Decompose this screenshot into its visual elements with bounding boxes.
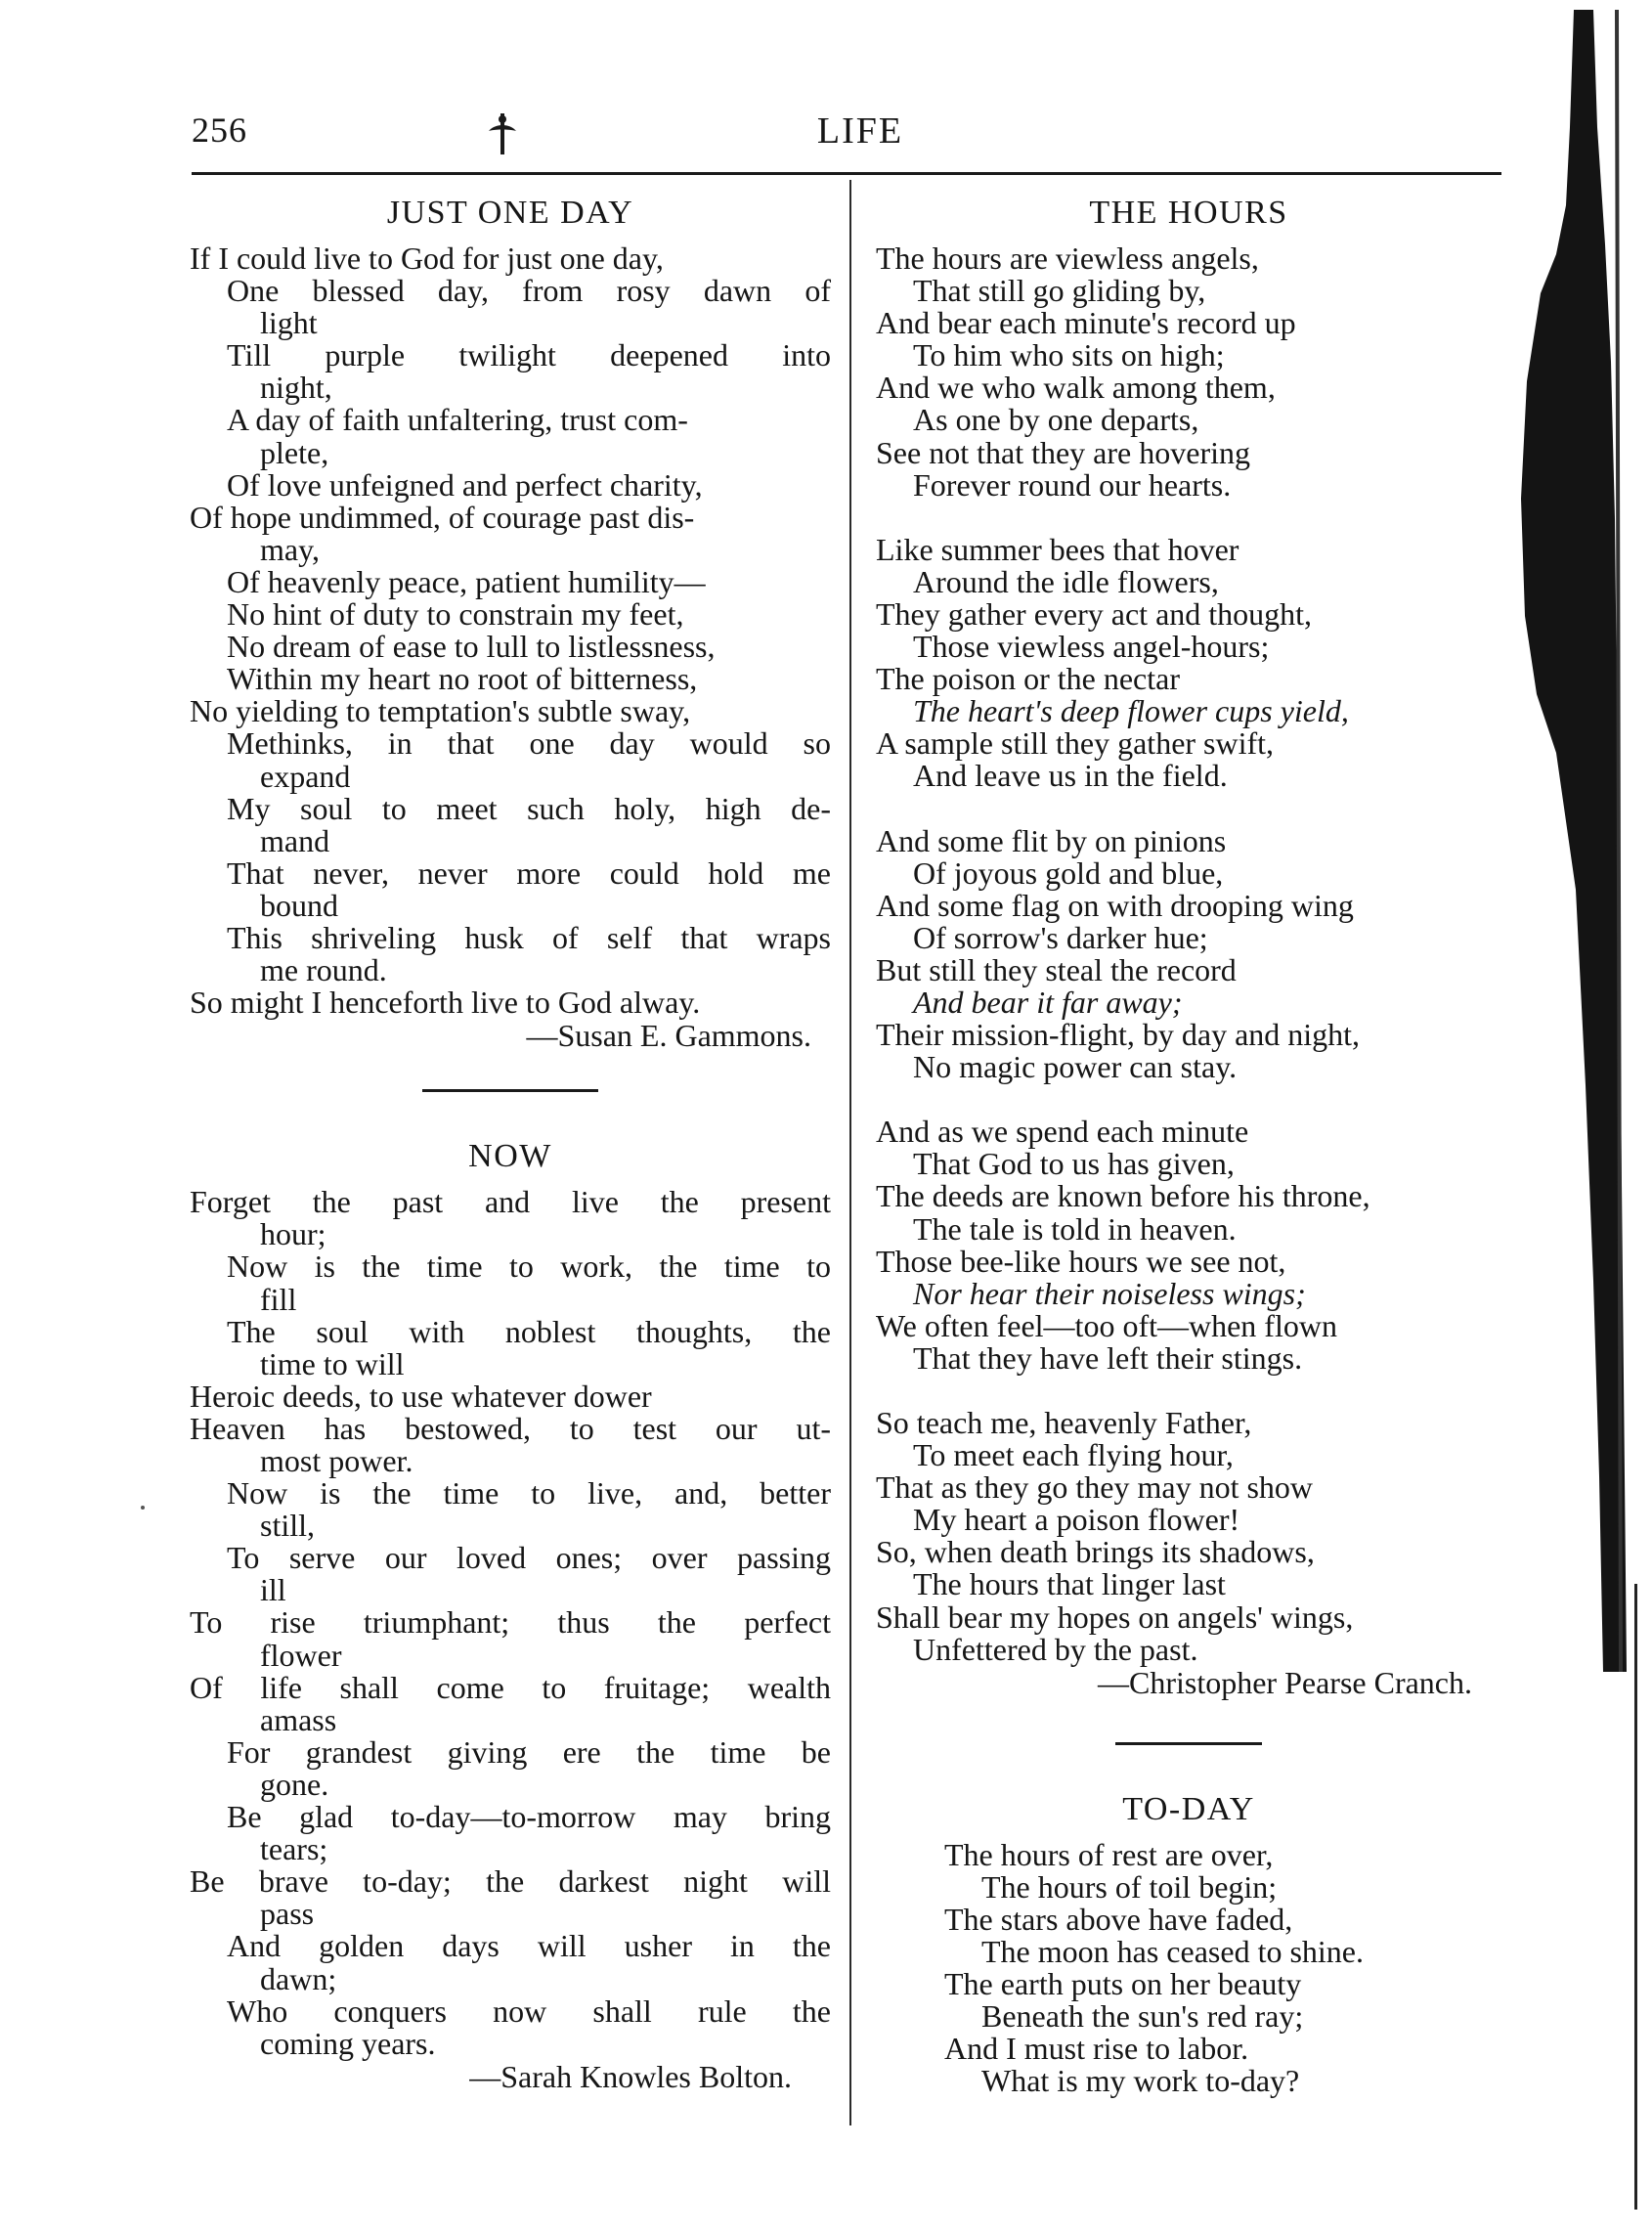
poem-line: We often feel—too oft—when flown — [876, 1307, 1337, 1343]
poem-line: Shall bear my hopes on angels' wings, — [876, 1599, 1354, 1635]
poem-line: One blessed day, from rosy dawn of — [227, 273, 831, 309]
poem-line: Of heavenly peace, patient humility— — [227, 563, 706, 599]
poem-line: That still go gliding by, — [913, 273, 1206, 309]
poem-line: To rise triumphant; thus the perfect — [190, 1604, 831, 1641]
poem-line: Beneath the sun's red ray; — [981, 1998, 1304, 2035]
poem-line: Now is the time to work, the time to — [227, 1248, 831, 1285]
poem-line: Who conquers now shall rule the — [227, 1993, 831, 2029]
scan-speck — [141, 1506, 145, 1510]
poem-line: hour; — [260, 1216, 326, 1252]
poem-line: That never, never more could hold me — [227, 854, 831, 891]
poem-line: The tale is told in heaven. — [913, 1210, 1237, 1247]
poem-line: To meet each flying hour, — [913, 1437, 1234, 1473]
poem-title: THE HOURS — [1089, 195, 1288, 231]
poem-line: Nor hear their noiseless wings; — [913, 1275, 1306, 1311]
poem-attribution: —Christopher Pearse Cranch. — [1097, 1664, 1472, 1700]
poem-line: The poison or the nectar — [876, 661, 1180, 697]
poem-line: time to will — [260, 1345, 405, 1381]
poem-line: Around the idle flowers, — [913, 563, 1219, 599]
poem-line: To serve our loved ones; over passing — [227, 1540, 831, 1576]
poem-line: Be glad to-day—to-morrow may bring — [227, 1799, 831, 1835]
column-divider — [849, 180, 851, 2125]
poem-line: The hours are viewless angels, — [876, 241, 1259, 276]
poem-line: The deeds are known before his throne, — [876, 1178, 1370, 1214]
poem-line: As one by one departs, — [913, 402, 1199, 438]
poem-line: most power. — [260, 1443, 413, 1478]
poem-line: tears; — [260, 1831, 328, 1867]
poem-line: Like summer bees that hover — [876, 531, 1239, 567]
poem-line: dawn; — [260, 1960, 337, 1996]
poem-line: That as they go they may not show — [876, 1469, 1314, 1506]
poem-line: Heroic deeds, to use whatever dower — [190, 1378, 652, 1414]
poem-title: TO-DAY — [1122, 1790, 1255, 1827]
poem-line: This shriveling husk of self that wraps — [227, 919, 831, 955]
stanza — [876, 242, 1501, 502]
poem-line: So, when death brings its shadows, — [876, 1534, 1315, 1570]
poem-line: Till purple twilight deepened into — [227, 337, 831, 373]
stanza — [876, 531, 1501, 794]
poem-line: And bear it far away; — [913, 984, 1183, 1020]
poem-line: My heart a poison flower! — [913, 1502, 1240, 1538]
poem-line: No magic power can stay. — [913, 1049, 1238, 1085]
page-number: 256 — [192, 110, 247, 150]
poem-line: fill — [260, 1281, 297, 1317]
poem-line: Of hope undimmed, of courage past dis- — [190, 499, 695, 535]
poem-line: Their mission-flight, by day and night, — [876, 1017, 1361, 1053]
poem-line: Unfettered by the past. — [913, 1631, 1198, 1667]
poem-line: me round. — [260, 952, 387, 988]
poem-line: And I must rise to labor. — [944, 2031, 1249, 2067]
poem-line: still, — [260, 1508, 316, 1544]
poem-line: bound — [260, 887, 338, 923]
poem-line: And some flit by on pinions — [876, 822, 1227, 858]
poem-line: Be brave to-day; the darkest night will — [190, 1863, 831, 1900]
poem-line: ill — [260, 1572, 286, 1608]
poem-line: Those viewless angel-hours; — [913, 629, 1270, 665]
poem-line: For grandest giving ere the time be — [227, 1733, 831, 1770]
poem-line: No hint of duty to constrain my feet, — [227, 596, 684, 633]
poem-to-day — [876, 1788, 1501, 2098]
poem-line: may, — [260, 531, 321, 567]
header-rule — [192, 172, 1501, 175]
poem-line: Of life shall come to fruitage; wealth — [190, 1669, 831, 1705]
fleuron-ornament-icon — [483, 110, 522, 158]
poem-line: Within my heart no root of bitterness, — [227, 661, 698, 697]
poem-line: My soul to meet such holy, high de- — [227, 790, 831, 826]
page-edge-line — [1634, 1584, 1637, 2210]
poem-the-hours — [876, 192, 1501, 1699]
poem-title: JUST ONE DAY — [386, 195, 634, 231]
poem-line: If I could live to God for just one day, — [190, 241, 664, 276]
poem-line: night, — [260, 370, 332, 406]
poem-line: Of joyous gold and blue, — [913, 854, 1224, 891]
poem-line: The hours that linger last — [913, 1566, 1226, 1602]
poem-line: And some flag on with drooping wing — [876, 887, 1354, 923]
poem-line: And bear each minute's record up — [876, 305, 1296, 341]
stanza — [876, 1116, 1501, 1375]
poem-line: A sample still they gather swift, — [876, 725, 1275, 762]
poem-title: NOW — [468, 1138, 552, 1175]
poem-line: So teach me, heavenly Father, — [876, 1405, 1252, 1440]
poem-line: The earth puts on her beauty — [944, 1966, 1302, 2002]
poem-line: flower — [260, 1637, 342, 1673]
poem-line: They gather every act and thought, — [876, 595, 1313, 632]
poem-line: The soul with noblest thoughts, the — [227, 1313, 831, 1349]
poem-line: But still they steal the record — [876, 951, 1237, 987]
poem-line: A day of faith unfaltering, trust com- — [227, 402, 688, 438]
poem-line: mand — [260, 822, 330, 858]
poem-line: See not that they are hovering — [876, 434, 1250, 470]
poem-line: Methinks, in that one day would so — [227, 725, 831, 762]
poem-line: amass — [260, 1701, 337, 1737]
poem-line: The hours of rest are over, — [944, 1836, 1274, 1872]
poem-line: The heart's deep flower cups yield, — [913, 693, 1349, 729]
poem-line: Those bee-like hours we see not, — [876, 1243, 1286, 1279]
poem-line: And leave us in the field. — [913, 758, 1228, 794]
poem-line: What is my work to-day? — [981, 2063, 1300, 2099]
poem-line: And golden days will usher in the — [227, 1928, 831, 1964]
poem-line: gone. — [260, 1766, 329, 1802]
poem-line: expand — [260, 758, 351, 794]
poem-line: Of sorrow's darker hue; — [913, 919, 1208, 955]
poem-line: pass — [260, 1896, 315, 1932]
right-column — [876, 192, 1501, 2098]
poem-line: coming years. — [260, 2025, 436, 2061]
poem-line: No dream of ease to lull to listlessness, — [227, 629, 716, 665]
poem-line: Forget the past and live the present — [190, 1184, 831, 1220]
poem-line: And as we spend each minute — [876, 1114, 1249, 1150]
poem-line: The moon has ceased to shine. — [981, 1934, 1364, 1970]
stanza — [876, 822, 1501, 1085]
poem-line: Now is the time to live, and, better — [227, 1475, 831, 1511]
poem-line: That God to us has given, — [913, 1146, 1235, 1182]
poem-just-one-day — [190, 192, 831, 1052]
poem-attribution: —Susan E. Gammons. — [526, 1018, 811, 1054]
poem-line: Heaven has bestowed, to test our ut- — [190, 1410, 831, 1446]
poem-line: Of love unfeigned and perfect charity, — [227, 466, 703, 503]
poem-line: light — [260, 305, 318, 341]
binding-shadow — [1517, 10, 1634, 1672]
poem-line: The hours of toil begin; — [981, 1868, 1278, 1905]
poem-now — [190, 1135, 831, 2093]
left-column — [190, 192, 831, 2093]
poem-line: Forever round our hearts. — [913, 466, 1232, 503]
poem-line: plete, — [260, 434, 329, 470]
poem-line: No yielding to temptation's subtle sway, — [190, 693, 691, 729]
poem-attribution: —Sarah Knowles Bolton. — [469, 2058, 792, 2094]
stanza — [876, 1407, 1501, 1666]
running-title: LIFE — [816, 110, 904, 152]
poem-line: And we who walk among them, — [876, 370, 1276, 406]
poem-line: So might I henceforth live to God alway. — [190, 985, 701, 1021]
poem-line: That they have left their stings. — [913, 1339, 1303, 1376]
poem-line: To him who sits on high; — [913, 337, 1225, 373]
poem-line: The stars above have faded, — [944, 1901, 1293, 1937]
